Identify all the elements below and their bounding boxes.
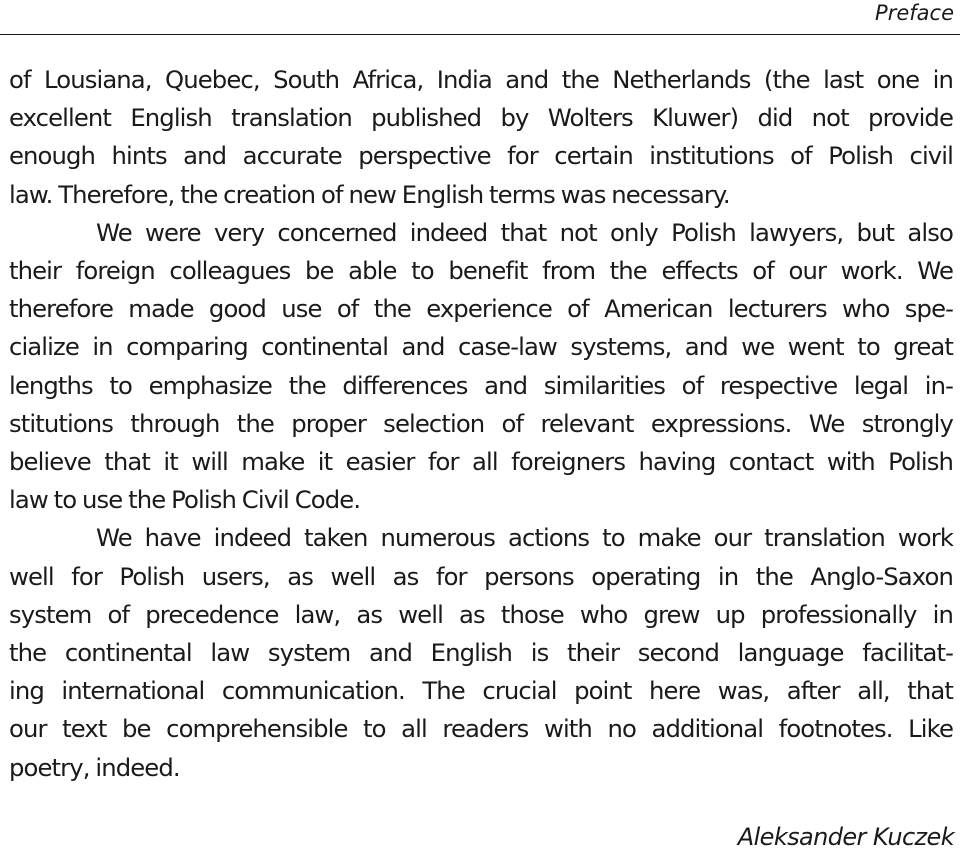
text-line: system of precedence law, as well as those who grew up professionally in	[9, 599, 953, 629]
running-header: Preface	[875, 1, 954, 25]
body-text	[9, 61, 953, 787]
text-line: enough hints and accurate perspective for certain institutions of Polish civil	[9, 141, 953, 171]
text-line: their foreign colleagues be able to benefit from the effects of our work. We	[9, 256, 953, 286]
text-line: the continental law system and English is their second language facilitat-	[9, 638, 953, 668]
paragraph-1	[9, 61, 953, 214]
paragraph-3	[9, 519, 953, 786]
text-line: law. Therefore, the creation of new English terms was necessary.	[9, 179, 730, 209]
text-line: We were very concerned indeed that not only Polish lawyers, but also	[96, 217, 953, 247]
text-line: excellent English translation published by Wolters Kluwer) did not provide	[9, 103, 953, 133]
text-line: ing international communication. The crucial point here was, after all, that	[9, 676, 953, 706]
text-line: law to use the Polish Civil Code.	[9, 485, 361, 515]
paragraph-2	[9, 214, 953, 520]
text-line: We have indeed taken numerous actions to make our translation work	[96, 523, 953, 553]
text-line: of Lousiana, Quebec, South Africa, India and the Netherlands (the last one in	[9, 65, 953, 94]
text-line: cialize in comparing continental and case-law systems, and we went to great	[9, 332, 953, 362]
text-line: well for Polish users, as well as for persons operating in the Anglo-Saxon	[9, 561, 953, 591]
text-line: lengths to emphasize the differences and similarities of respective legal in-	[9, 370, 953, 400]
text-line: believe that it will make it easier for all foreigners having contact with Polish	[9, 447, 953, 477]
author-signature: Aleksander Kuczek	[737, 823, 954, 851]
text-line: therefore made good use of the experience of American lecturers who spe-	[9, 294, 953, 324]
text-line: stitutions through the proper selection of relevant expressions. We strongly	[9, 408, 953, 438]
text-line: poetry, indeed.	[9, 752, 180, 782]
text-line: our text be comprehensible to all readers with no additional footnotes. Like	[9, 714, 953, 744]
header-rule	[0, 34, 960, 35]
